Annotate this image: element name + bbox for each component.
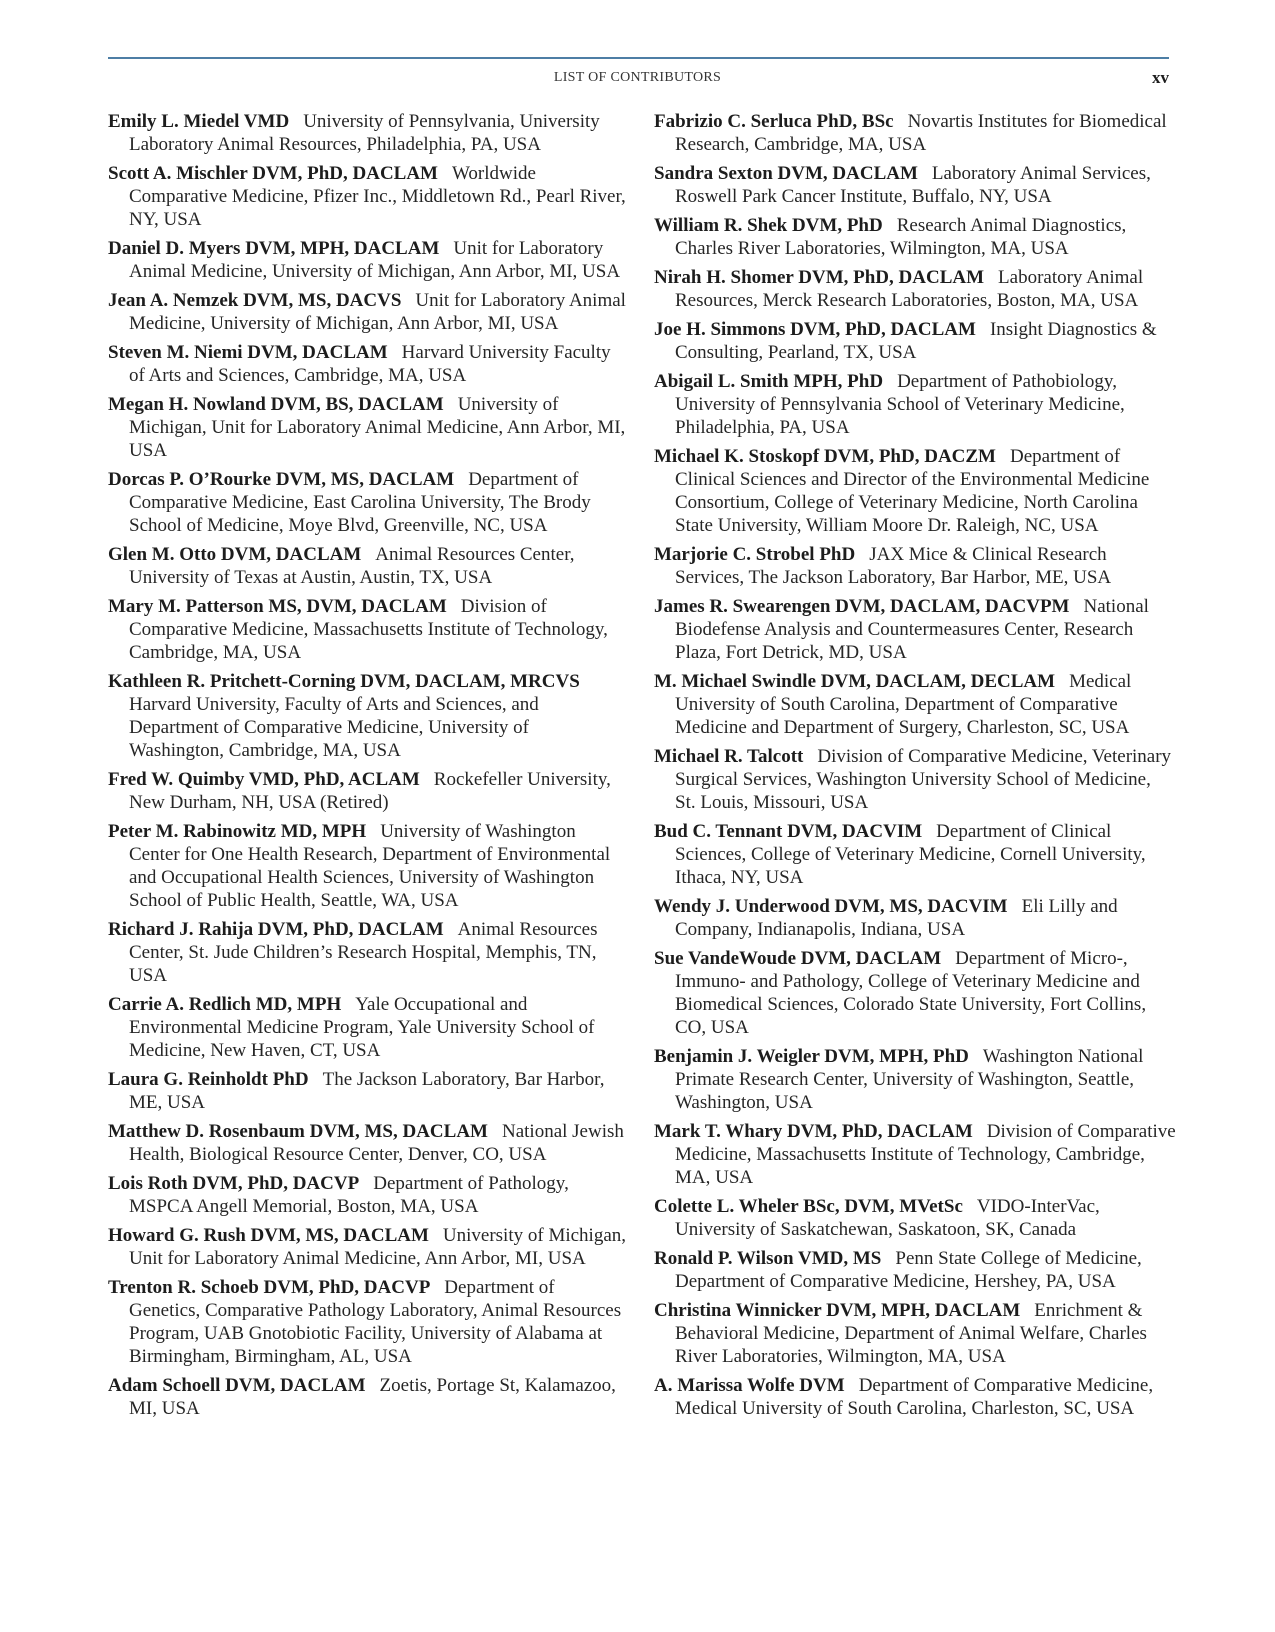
contributor-entry (108, 820, 628, 912)
contributor-entry (654, 1120, 1176, 1189)
contributor-name: Mark T. Whary DVM, PhD, DACLAM (654, 1121, 973, 1142)
contributor-name: Carrie A. Redlich MD, MPH (108, 994, 342, 1015)
contributor-entry (108, 543, 628, 589)
contributor-affiliation: Animal Resources Center, St. Jude Children’s Research Hospital, Memphis, TN, USA (129, 919, 598, 986)
contributor-affiliation: University of Michigan, Unit for Laboratory Animal Medicine, Ann Arbor, MI, USA (129, 1225, 627, 1269)
contributor-affiliation: Insight Diagnostics & Consulting, Pearland, TX, USA (675, 319, 1157, 363)
contributor-affiliation: University of Pennsylvania, University Laboratory Animal Resources, Philadelphia, PA, USA (129, 111, 600, 155)
contributor-name: Daniel D. Myers DVM, MPH, DACLAM (108, 238, 440, 259)
contributor-name: Howard G. Rush DVM, MS, DACLAM (108, 1225, 429, 1246)
contributor-name: Fabrizio C. Serluca PhD, BSc (654, 111, 894, 132)
contributor-entry (108, 993, 628, 1062)
contributor-affiliation: Harvard University, Faculty of Arts and Sciences, and Department of Comparative Medicine, University of Washington, Cambridge, MA, USA (129, 694, 539, 761)
contributor-name: Nirah H. Shomer DVM, PhD, DACLAM (654, 267, 985, 288)
contributor-name: Benjamin J. Weigler DVM, MPH, PhD (654, 1046, 969, 1067)
contributor-affiliation: Animal Resources Center, University of Texas at Austin, Austin, TX, USA (129, 544, 575, 588)
contributor-name: Trenton R. Schoeb DVM, PhD, DACVP (108, 1277, 431, 1298)
contributor-affiliation: National Biodefense Analysis and Countermeasures Center, Research Plaza, Fort Detrick, MD, USA (675, 596, 1149, 663)
contributor-name: Jean A. Nemzek DVM, MS, DACVS (108, 290, 402, 311)
contributor-affiliation: Rockefeller University, New Durham, NH, USA (Retired) (129, 769, 611, 813)
contributor-entry (108, 670, 628, 762)
contributor-entry (108, 1224, 628, 1270)
contributor-affiliation: Department of Micro-, Immuno- and Pathology, College of Veterinary Medicine and Biomedical Sciences, Colorado State University, Fort Collins, CO, USA (675, 948, 1147, 1038)
contributor-affiliation: Yale Occupational and Environmental Medicine Program, Yale University School of Medicine, New Haven, CT, USA (129, 994, 595, 1061)
running-head: LIST OF CONTRIBUTORS (553, 70, 722, 85)
contributor-name: Fred W. Quimby VMD, PhD, ACLAM (108, 769, 420, 790)
contributor-entry (654, 162, 1176, 208)
contributor-name: Joe H. Simmons DVM, PhD, DACLAM (654, 319, 976, 340)
contributor-affiliation: Unit for Laboratory Animal Medicine, University of Michigan, Ann Arbor, MI, USA (129, 238, 621, 282)
contributor-affiliation: Division of Comparative Medicine, Massachusetts Institute of Technology, Cambridge, MA, USA (129, 596, 608, 663)
contributor-entry (108, 1068, 628, 1114)
contributor-entry (108, 1120, 628, 1166)
contributor-name: Bud C. Tennant DVM, DACVIM (654, 821, 923, 842)
contributor-entry (654, 745, 1176, 814)
contributor-name: Laura G. Reinholdt PhD (108, 1069, 309, 1090)
contributor-name: Michael K. Stoskopf DVM, PhD, DACZM (654, 446, 996, 467)
contributor-entry (654, 670, 1176, 739)
contributor-entry (108, 595, 628, 664)
right-column (654, 110, 1176, 1426)
contributor-affiliation: Unit for Laboratory Animal Medicine, University of Michigan, Ann Arbor, MI, USA (129, 290, 626, 334)
contributor-name: Michael R. Talcott (654, 746, 804, 767)
contributor-name: Colette L. Wheler BSc, DVM, MVetSc (654, 1196, 963, 1217)
contributor-name: A. Marissa Wolfe DVM (654, 1375, 845, 1396)
contributor-affiliation: Department of Clinical Sciences, College of Veterinary Medicine, Cornell University, Ithaca, NY, USA (675, 821, 1146, 888)
contributor-entry (654, 370, 1176, 439)
contributor-entry (108, 1276, 628, 1368)
contributor-affiliation: Laboratory Animal Services, Roswell Park Cancer Institute, Buffalo, NY, USA (675, 163, 1151, 207)
contributor-name: Glen M. Otto DVM, DACLAM (108, 544, 362, 565)
contributor-affiliation: The Jackson Laboratory, Bar Harbor, ME, USA (129, 1069, 605, 1113)
contributor-affiliation: Harvard University Faculty of Arts and Sciences, Cambridge, MA, USA (129, 342, 611, 386)
contributor-entry (654, 543, 1176, 589)
contributor-name: James R. Swearengen DVM, DACLAM, DACVPM (654, 596, 1070, 617)
contributor-affiliation: JAX Mice & Clinical Research Services, The Jackson Laboratory, Bar Harbor, ME, USA (675, 544, 1112, 588)
contributor-name: Ronald P. Wilson VMD, MS (654, 1248, 882, 1269)
contributor-entry (654, 595, 1176, 664)
contributor-name: Marjorie C. Strobel PhD (654, 544, 856, 565)
contributor-affiliation: Worldwide Comparative Medicine, Pfizer Inc., Middletown Rd., Pearl River, NY, USA (129, 163, 626, 230)
contributor-name: Sue VandeWoude DVM, DACLAM (654, 948, 942, 969)
contributor-name: Mary M. Patterson MS, DVM, DACLAM (108, 596, 447, 617)
contributor-entry (654, 1299, 1176, 1368)
contributor-affiliation: Department of Pathobiology, University of Pennsylvania School of Veterinary Medicine, Philadelphia, PA, USA (675, 371, 1125, 438)
contributor-affiliation: VIDO-InterVac, University of Saskatchewan, Saskatoon, SK, Canada (675, 1196, 1100, 1240)
contributor-name: William R. Shek DVM, PhD (654, 215, 883, 236)
contributor-entry (654, 947, 1176, 1039)
contributor-affiliation: University of Michigan, Unit for Laboratory Animal Medicine, Ann Arbor, MI, USA (129, 394, 626, 461)
contributor-affiliation: Research Animal Diagnostics, Charles River Laboratories, Wilmington, MA, USA (675, 215, 1127, 259)
contributor-entry (108, 1172, 628, 1218)
contributor-name: Sandra Sexton DVM, DACLAM (654, 163, 918, 184)
contributor-name: Dorcas P. O’Rourke DVM, MS, DACLAM (108, 469, 455, 490)
contributor-entry (654, 445, 1176, 537)
contributor-affiliation: Department of Clinical Sciences and Director of the Environmental Medicine Consortium, College of Veterinary Medicine, North Carolina State University, William Moore Dr. Raleigh, NC, USA (675, 446, 1150, 536)
contributor-name: Megan H. Nowland DVM, BS, DACLAM (108, 394, 444, 415)
contributor-affiliation: Penn State College of Medicine, Department of Comparative Medicine, Hershey, PA, USA (675, 1248, 1142, 1292)
contributor-entry (654, 266, 1176, 312)
contributor-name: M. Michael Swindle DVM, DACLAM, DECLAM (654, 671, 1056, 692)
contributor-affiliation: Department of Comparative Medicine, Medical University of South Carolina, Charleston, SC, USA (675, 1375, 1154, 1419)
left-column (108, 110, 628, 1426)
contributor-name: Peter M. Rabinowitz MD, MPH (108, 821, 367, 842)
contributor-entry (108, 110, 628, 156)
contributor-affiliation: Enrichment & Behavioral Medicine, Department of Animal Welfare, Charles River Laboratories, Wilmington, MA, USA (675, 1300, 1147, 1367)
contributor-entry (654, 895, 1176, 941)
contributor-affiliation: Zoetis, Portage St, Kalamazoo, MI, USA (129, 1375, 616, 1419)
contributor-entry (108, 393, 628, 462)
contributor-entry (654, 214, 1176, 260)
contributor-affiliation: Medical University of South Carolina, Department of Comparative Medicine and Department of Surgery, Charleston, SC, USA (675, 671, 1132, 738)
contributor-name: Lois Roth DVM, PhD, DACVP (108, 1173, 360, 1194)
contributor-entry (654, 820, 1176, 889)
contributor-name: Scott A. Mischler DVM, PhD, DACLAM (108, 163, 438, 184)
contributor-entry (108, 237, 628, 283)
contributor-entry (654, 1045, 1176, 1114)
contributor-entry (654, 110, 1176, 156)
contributor-entry (654, 1195, 1176, 1241)
contributor-affiliation: Division of Comparative Medicine, Veterinary Surgical Services, Washington University School of Medicine, St. Louis, Missouri, USA (675, 746, 1172, 813)
contributor-entry (654, 1374, 1176, 1420)
contributor-name: Christina Winnicker DVM, MPH, DACLAM (654, 1300, 1021, 1321)
contributor-entry (108, 341, 628, 387)
contributor-name: Steven M. Niemi DVM, DACLAM (108, 342, 388, 363)
contributor-name: Abigail L. Smith MPH, PhD (654, 371, 884, 392)
contributor-name: Wendy J. Underwood DVM, MS, DACVIM (654, 896, 1008, 917)
contributor-name: Kathleen R. Pritchett-Corning DVM, DACLAM, MRCVS (108, 671, 580, 692)
contributor-entry (654, 318, 1176, 364)
contributor-affiliation: Washington National Primate Research Center, University of Washington, Seattle, Washington, USA (675, 1046, 1144, 1113)
contributor-affiliation: Department of Pathology, MSPCA Angell Memorial, Boston, MA, USA (129, 1173, 569, 1217)
page-number: xv (1152, 68, 1169, 87)
contributor-affiliation: Division of Comparative Medicine, Massachusetts Institute of Technology, Cambridge, MA, USA (675, 1121, 1176, 1188)
contributor-name: Matthew D. Rosenbaum DVM, MS, DACLAM (108, 1121, 488, 1142)
contributor-entry (108, 289, 628, 335)
contributor-affiliation: Department of Genetics, Comparative Pathology Laboratory, Animal Resources Program, UAB Gnotobiotic Facility, University of Alabama at Birmingham, Birmingham, AL, USA (129, 1277, 622, 1367)
contributor-name: Adam Schoell DVM, DACLAM (108, 1375, 366, 1396)
contributor-affiliation: National Jewish Health, Biological Resource Center, Denver, CO, USA (129, 1121, 624, 1165)
contributor-entry (108, 162, 628, 231)
contributor-affiliation: Laboratory Animal Resources, Merck Research Laboratories, Boston, MA, USA (675, 267, 1144, 311)
contributor-entry (108, 1374, 628, 1420)
contributor-affiliation: Department of Comparative Medicine, East Carolina University, The Brody School of Medicine, Moye Blvd, Greenville, NC, USA (129, 469, 591, 536)
contributor-affiliation: Novartis Institutes for Biomedical Research, Cambridge, MA, USA (675, 111, 1167, 155)
contributor-entry (108, 468, 628, 537)
contributor-affiliation: Eli Lilly and Company, Indianapolis, Indiana, USA (675, 896, 1118, 940)
contributor-entry (654, 1247, 1176, 1293)
contributor-entry (108, 768, 628, 814)
contributor-entry (108, 918, 628, 987)
contributor-affiliation: University of Washington Center for One Health Research, Department of Environmental and Occupational Health Sciences, University of Washington School of Public Health, Seattle, WA, USA (129, 821, 611, 911)
header-rule (108, 57, 1169, 59)
contributor-name: Richard J. Rahija DVM, PhD, DACLAM (108, 919, 444, 940)
contributor-name: Emily L. Miedel VMD (108, 111, 290, 132)
